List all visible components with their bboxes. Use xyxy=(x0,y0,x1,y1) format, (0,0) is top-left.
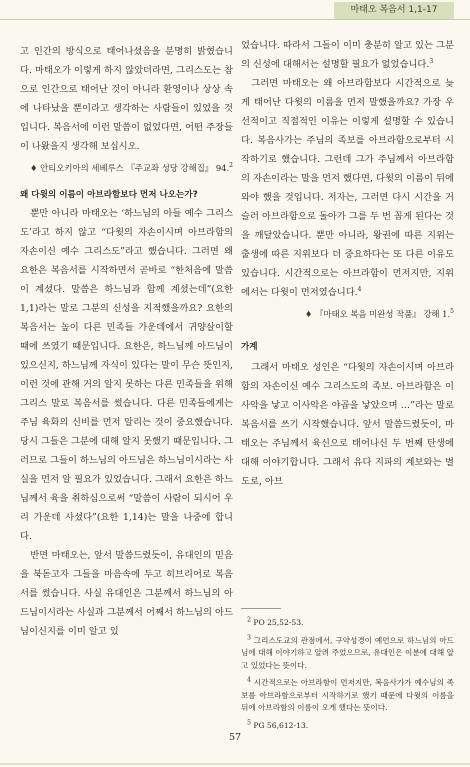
footnote xyxy=(241,617,454,630)
citation xyxy=(20,161,233,176)
footnote-ref: 3 xyxy=(429,57,434,65)
footnote-text: 그리스도교의 관점에서, 구약성경이 예언으로 하느님의 아드님에 대해 이야기하고 알려 주었으므로, 유대인은 이분에 대해 알고 있었다는 뜻이다. xyxy=(241,635,454,670)
paragraph: 그래서 마태오 성인은 “다윗의 자손이시며 아브라함의 자손이신 예수 그리스도의 족보. 아브라함은 이사악을 낳고 이사악은 야곱을 낳았으며 …”라는 말로 복음서를 쓰기 시작했습니다. 앞서 말씀드렸듯이, 마태오는 주님께서 육신으로 태어나신 두 번째 탄생에 대해 이야기합니다. 그래서 유다 지파의 계보와는 별도로, 아브 xyxy=(241,362,454,487)
running-header xyxy=(0,0,470,24)
section-heading: 가계 xyxy=(241,342,258,352)
paragraph: 뿐만 아니라 마태오는 ‘하느님의 아들 예수 그리스도’라고 하지 않고 “다윗의 자손이시며 아브라함의 자손이신 예수 그리스도”라고 했습니다. 그러면 왜 요한은 복음서를 시작하면서 곧바로 “한처음에 말씀이 계셨다. 말씀은 하느님과 함께 계셨는데”(요한 1,1)라는 말로 그분의 신성을 지적했을까요? 요한의 복음서는 높이 다른 민족들 가운데에서 귀양살이할 때에 쓰였기 때문입니다. 요한은, 하느님께 아드님이 있으신지, 하느님께 자식이 있다는 말이 무슨 뜻인지, 이런 것에 관해 거의 알지 못하는 다른 민족들을 위해 그리스 말로 복음서를 썼습니다. 다른 민족들에게는 주님 육화의 신비를 먼저 알리는 것이 중요했습니다. 당시 그들은 그분에 대해 알지 못했기 때문입니다. 그러므로 그들이 하느님의 아드님은 하느님이시라는 사실을 먼저 알 필요가 있었습니다. 그래서 요한은 하느님께서 육을 취하심으로써 “말씀이 사람이 되시어 우리 가운데 사셨다”(요한 1,14)는 말을 나중에 합니다. xyxy=(20,208,233,542)
footnote-text: 시간적으로는 아브라함이 먼저지만, 복음사가가 예수님의 족보를 아브라함으로부터 시작하기로 했기 때문에 다윗의 이름을 뒤에 아브라함의 이름이 오게 했다는 뜻이다. xyxy=(241,678,454,712)
footnote-rule xyxy=(241,608,281,609)
left-column xyxy=(20,42,233,641)
right-column xyxy=(241,36,454,491)
footnote-ref: 5 xyxy=(450,308,454,316)
section-heading: 왜 다윗의 이름이 아브라함보다 먼저 나오는가? xyxy=(20,190,198,200)
bottom-edge xyxy=(0,763,470,765)
paragraph: 고 인간의 방식으로 태어나셨음을 분명히 밝혔습니다. 마태오가 이렇게 하지 않았더라면, 그리스도는 참으로 인간으로 태어난 것이 아니라 환영이나 상상 속에 나타났을 뿐이라고 생각하는 사람들이 있었을 것입니다. 복음서에 이런 말씀이 없었다면, 어떤 주장들이 나왔을지 생각해 보십시오. xyxy=(20,46,233,152)
citation-text: 『마태오 복음 미완성 작품』 강해 1. xyxy=(315,309,451,319)
header-rule xyxy=(0,19,470,20)
paragraph-text: 었습니다. 따라서 그들이 이미 충분히 알고 있는 그분의 신성에 대해서는 설명할 필요가 없었습니다. xyxy=(241,40,454,70)
footnote-number: 3 xyxy=(247,633,251,641)
footnote-ref: 4 xyxy=(357,285,362,293)
page-number: 57 xyxy=(228,732,242,743)
footnote-number: 2 xyxy=(247,616,251,624)
paragraph xyxy=(241,74,454,302)
footnote-ref: 2 xyxy=(229,162,233,170)
paragraph xyxy=(241,36,454,74)
footnote xyxy=(241,635,454,673)
diamond-icon: ♦ xyxy=(29,163,38,173)
footnote-number: 5 xyxy=(247,718,251,726)
paragraph-text: 그러면 마태오는 왜 아브라함보다 시간적으로 늦게 태어난 다윗의 이름을 먼저 말했을까요? 가장 우선적이고 직접적인 이유는 이렇게 설명할 수 있습니다. 복음사가는 주님의 족보를 아브라함으로부터 시작하기로 했습니다. 그런데 그가 주님께서 아브라함의 자손이라는 말을 먼저 했다면, 다윗의 이름이 뒤에 와야 했을 것입니다. 저자는, 그러면 다시 시간을 거슬러 아브라함으로 돌아가 그를 두 번 꼽게 된다는 것을 깨달았습니다. 뿐만 아니라, 왕권에 따른 지위는 출생에 따른 지위보다 더 중요하다는 또 다른 이유도 있습니다. 시간적으로는 아브라함이 먼저지만, 지위에서는 다윗이 먼저였습니다. xyxy=(241,78,454,298)
footnote-number: 4 xyxy=(247,676,251,684)
citation xyxy=(241,307,454,322)
footnote-text: PO 25,52-53. xyxy=(253,618,304,627)
footnote xyxy=(241,677,454,715)
citation-text: 안티오키아의 세베루스 『주교좌 성당 강해집』 94. xyxy=(40,163,230,173)
footnote-text: PG 56,612-13. xyxy=(253,720,309,730)
footnote xyxy=(241,720,454,733)
footnotes xyxy=(241,608,454,737)
paragraph: 반면 마태오는, 앞서 말씀드렸듯이, 유대인의 믿음을 북돋고자 그들을 마음속에 두고 히브리어로 복음서를 썼습니다. 사실 유대인은 그분께서 하느님의 아드님이시라는 사실과 그분께서 어째서 하느님의 아드님이신지를 이미 알고 있 xyxy=(20,550,233,637)
diamond-icon: ♦ xyxy=(304,309,313,319)
running-header-title: 마태오 복음서 1,1-17 xyxy=(334,2,454,19)
